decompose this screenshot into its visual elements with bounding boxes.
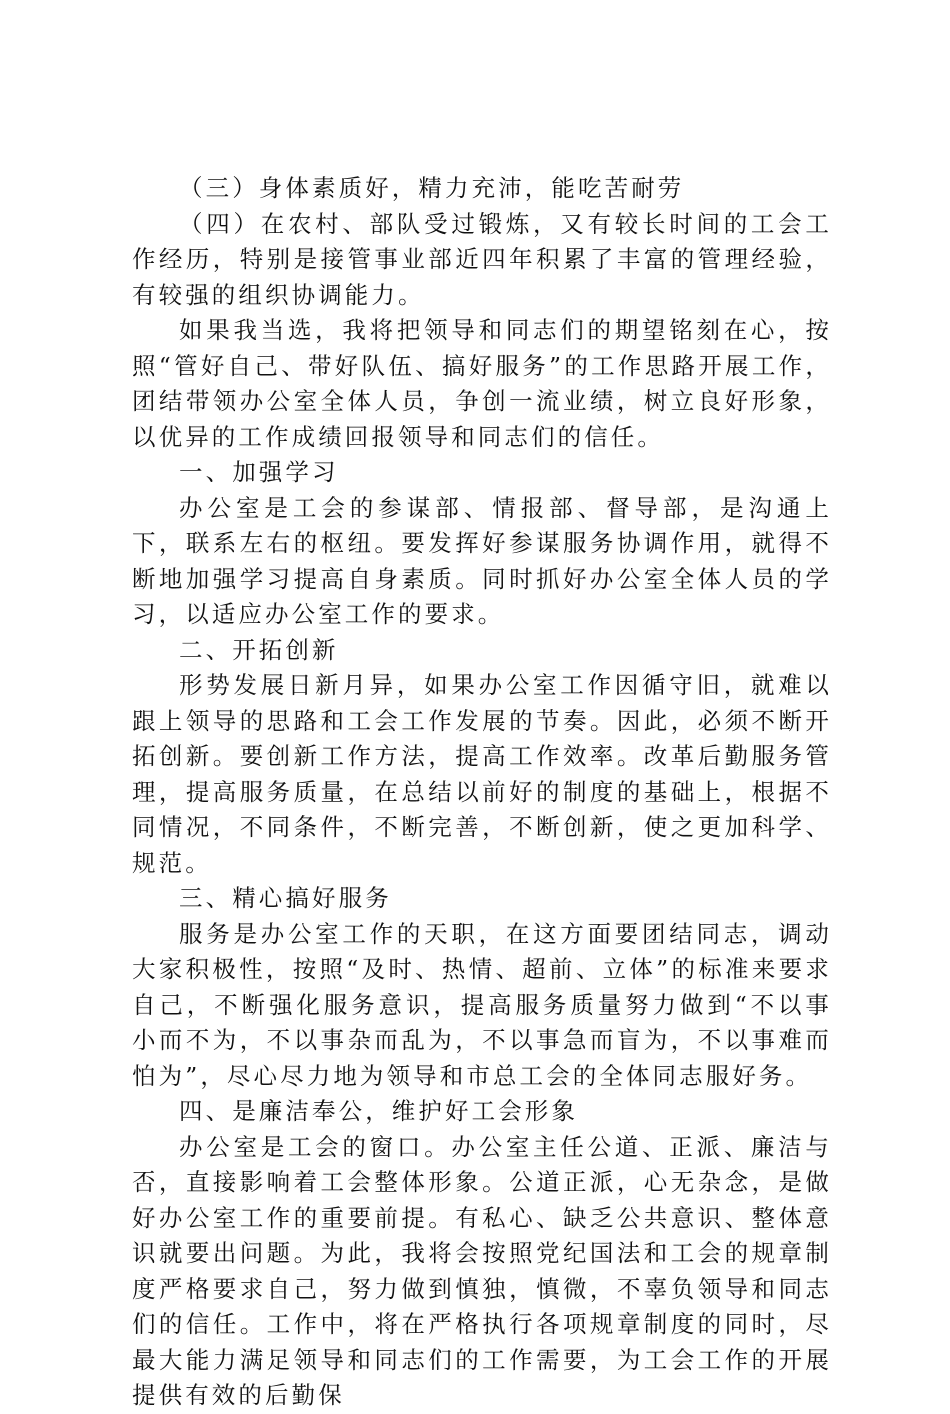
section-heading-study: 一、加强学习 bbox=[179, 458, 339, 486]
paragraph-innovation: 形势发展日新月异，如果办公室工作因循守旧，就难以跟上领导的思路和工会工作发展的节奏。因此，必须不断开拓创新。要创新工作方法，提高工作效率。改革后勤服务管理，提高服务质量，在总结以前好的制度的基础上，根据不同情况，不同条件，不断完善，不断创新，使之更加科学、规范。 bbox=[132, 671, 832, 877]
section-heading-innovation: 二、开拓创新 bbox=[179, 635, 339, 664]
paragraph-integrity: 办公室是工会的窗口。办公室主任公道、正派、廉洁与否，直接影响着工会整体形象。公道正派，心无杂念，是做好办公室工作的重要前提。有私心、缺乏公共意识、整体意识就要出问题。为此，我将会按照党纪国法和工会的规章制度严格要求自己，努力做到慎独，慎微，不辜负领导和同志们的信任。工作中，将在严格执行各项规章制度的同时，尽最大能力满足领导和同志们的工作需要，为工会工作的开展提供有效的后勤保 bbox=[132, 1132, 832, 1409]
paragraph-study: 办公室是工会的参谋部、情报部、督导部，是沟通上下，联系左右的枢纽。要发挥好参谋服务协调作用，就得不断地加强学习提高自身素质。同时抓好办公室全体人员的学习，以适应办公室工作的要求。 bbox=[132, 493, 832, 628]
paragraph-experience: （四）在农村、部队受过锻炼，又有较长时间的工会工作经历，特别是接管事业部近四年积累了丰富的管理经验，有较强的组织协调能力。 bbox=[132, 209, 832, 309]
document-body bbox=[132, 171, 832, 1414]
section-heading-integrity: 四、是廉洁奉公，维护好工会形象 bbox=[179, 1097, 578, 1125]
paragraph-service: 服务是办公室工作的天职，在这方面要团结同志，调动大家积极性，按照“及时、热情、超前、立体”的标准来要求自己，不断强化服务意识，提高服务质量努力做到“不以事小而不为，不以事杂而乱为，不以事急而盲为，不以事难而怕为”，尽心尽力地为领导和市总工会的全体同志服好务。 bbox=[132, 919, 832, 1090]
paragraph-pledge: 如果我当选，我将把领导和同志们的期望铭刻在心，按照“管好自己、带好队伍、搞好服务”的工作思路开展工作，团结带领办公室全体人员，争创一流业绩，树立良好形象，以优异的工作成绩回报领导和同志们的信任。 bbox=[132, 316, 832, 451]
section-heading-service: 三、精心搞好服务 bbox=[179, 884, 392, 912]
section-heading-physical: （三）身体素质好，精力充沛，能吃苦耐劳 bbox=[179, 174, 685, 202]
